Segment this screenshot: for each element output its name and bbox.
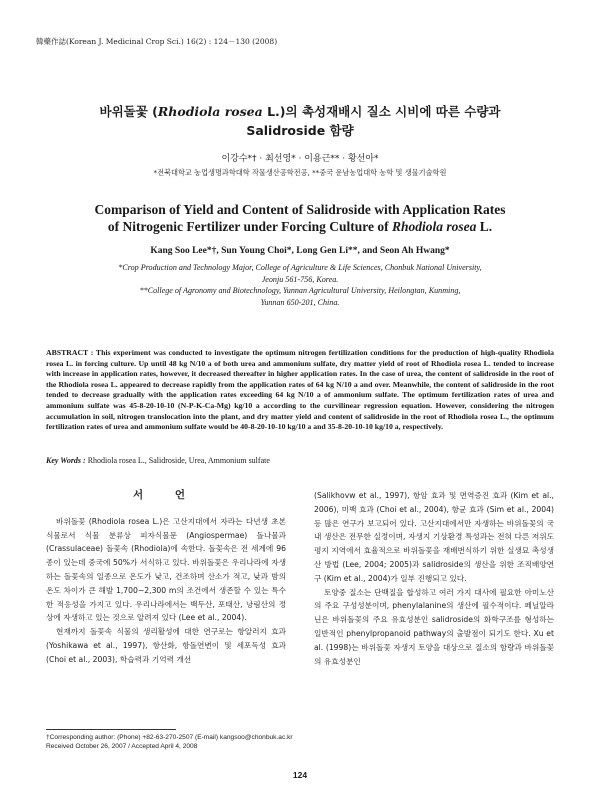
korean-authors: 이강수*† · 최선영* · 이용근** · 황선아* <box>221 154 379 164</box>
english-authors: Kang Soo Lee*†, Sun Young Choi*, Long Gen Li**, and Seon Ah Hwang* <box>150 246 450 256</box>
intro-paragraph: (Salikhovw et al., 1997), 항암 효과 및 면역증진 효과 (Kim et al., 2006), 미백 효과 (Choi et al., 2004), 항균 효과 (Sim et al., 2004) 등 많은 연구가 보고되어 있다. 고산지대에서만 자생하는 바위돌꽃의 국내 생산은 전무한 실정이며, 자생지 기상환경 특성과는 전혀 다른 저위도 평지 지역에서 효율적으로 바위돌꽃을 재배번식하기 위한 실생묘 촉성생산 방법 (Lee, 2004; 2005)과 salidroside의 생산을 위한 조직배양연구 (Kim et al., 2004)가 일부 진행되고 있다. <box>314 491 554 583</box>
korean-title-prefix: 바위돌꽃 ( <box>99 104 158 119</box>
intro-paragraph: 현재까지 돌꽃속 식물의 생리활성에 대한 연구로는 항알러지 효과 (Yoshikawa et al., 1997), 항산화, 항돌연변이 및 세포독성 효과 (Choi et al., 2003), 학습력과 기억력 개선 <box>46 627 286 664</box>
intro-paragraph: 바위돌꽃 (Rhodiola rosea L.)은 고산지대에서 자라는 다년생 초본식물로서 식물 분류상 피자식물문 (Angiospermae) 돌나물과 (Crassulaceae) 돌꽃속 (Rhodiola)에 속한다. 돌꽃속은 전 세계에 96종이 있는데 중국에 50%가 서식하고 있다. 바위돌꽃은 우리나라에 자생하는 돌꽃속의 일종으로 온도가 낮고, 건조하며 산소가 적고, 낮과 밤의 온도 차이가 큰 해발 1,700~2,300 m의 조건에서 생존할 수 있는 특수한 적응성을 가지고 있다. 우리나라에서는 백두산, 포태산, 낭림산의 정상에 자생하고 있는 것으로 알려져 있다 (Lee et al., 2004). <box>46 516 286 623</box>
abstract-label: ABSTRACT : <box>46 348 94 357</box>
korean-title-line2: Salidroside 함량 <box>246 123 354 138</box>
english-title <box>30 201 570 235</box>
journal-citation: 韓藥作誌(Korean J. Medicinal Crop Sci.) 16(2) : 124－130 (2008) <box>36 37 278 46</box>
footnote <box>46 733 446 751</box>
left-column <box>46 489 286 667</box>
korean-title <box>40 102 560 140</box>
section-heading-intro: 서 언 <box>133 489 199 501</box>
affiliation-line: Jeonju 561-756, Korea. <box>261 274 339 284</box>
page-number: 124 <box>292 770 308 780</box>
right-column <box>314 489 554 668</box>
corresponding-author: †Corresponding author: (Phone) +82-63-270-2507 (E-mail) kangsoo@chonbuk.ac.kr <box>46 734 293 741</box>
english-title-suffix: L. <box>476 219 493 234</box>
affiliation-line: Yunnan 650-201, China. <box>260 297 340 307</box>
english-title-species: Rhodiola rosea <box>391 219 477 234</box>
abstract <box>46 348 554 433</box>
english-affiliations <box>40 262 560 308</box>
korean-title-species: Rhodiola rosea <box>157 104 263 119</box>
korean-title-suffix: L.)의 촉성재배시 질소 시비에 따른 수량과 <box>262 104 501 119</box>
keywords-label: Key Words : <box>46 456 86 465</box>
korean-affiliation: *전북대학교 농업생명과학대학 작물생산공학전공, **중국 운남농업대학 농학 및 생물기술학원 <box>153 168 447 177</box>
abstract-text: This experiment was conducted to investigate the optimum nitrogen fertilization conditions for the production of high-quality Rhodiola rosea L. in forcing culture. Up until 48 kg N/10 a of both urea and ammonium sulfate, dry matter yield of root of Rhodiola rosea L. tended to increase with increase in application rates, however, it decreased thereafter in higher application rates. In the case of urea, the content of salidroside in the root of the Rhodiola rosea L. appeared to decrease rapidly from the application rates of 64 kg N/10 a and over. Meanwhile, the content of salidroside in the root tended to decrease gradually with the application rates exceeding 64 kg N/10 a of ammonium sulfate. The optimum fertilization rates of urea and ammonium sulfate was 45-8-20-10-10 (N-P-K-Ca-Mg) kg/10 a according to the curvilinear regression equation. However, considering the nitrogen accumulation in soil, nitrogen translocation into the plant, and dry matter yield and content of salidroside in the root of Rhodiola rosea L., the optimum fertilization rates of urea and ammonium sulfate would be 40-8-20-10-10 kg/10 a and 35-8-20-10-10 kg/10 a, respectively. <box>46 348 554 432</box>
received-dates: Received October 26, 2007 / Accepted April 4, 2008 <box>46 743 198 750</box>
affiliation-line: *Crop Production and Technology Major, College of Agriculture & Life Sciences, Chonbuk National University, <box>118 263 482 272</box>
intro-paragraph: 토양중 질소는 단백질을 합성하고 여러 가지 대사에 필요한 아미노산의 주요 구성성분이며, phenylalanine의 생산에 필수적이다. 페닐알라닌은 바위돌꽃의 주요 유효성분인 salidroside의 화학구조를 형성하는 일반적인 phenylpropanoid pathway의 출발점이 되기도 한다. Xu et al. (1998)는 바위돌꽃 자생지 토양을 대상으로 질소의 함량과 바위돌꽃의 유효성분인 <box>314 587 554 666</box>
english-title-line1: Comparison of Yield and Content of Salidroside with Application Rates <box>94 202 506 217</box>
keywords <box>46 456 554 465</box>
keywords-text: Rhodiola rosea L., Salidroside, Urea, Ammonium sulfate <box>87 456 270 465</box>
affiliation-line: **College of Agronomy and Biotechnology, Yunnan Agricultural University, Heilongtan, Kunming, <box>139 286 461 295</box>
footnote-divider <box>46 729 176 730</box>
english-title-prefix: of Nitrogenic Fertilizer under Forcing Culture of <box>107 219 392 234</box>
